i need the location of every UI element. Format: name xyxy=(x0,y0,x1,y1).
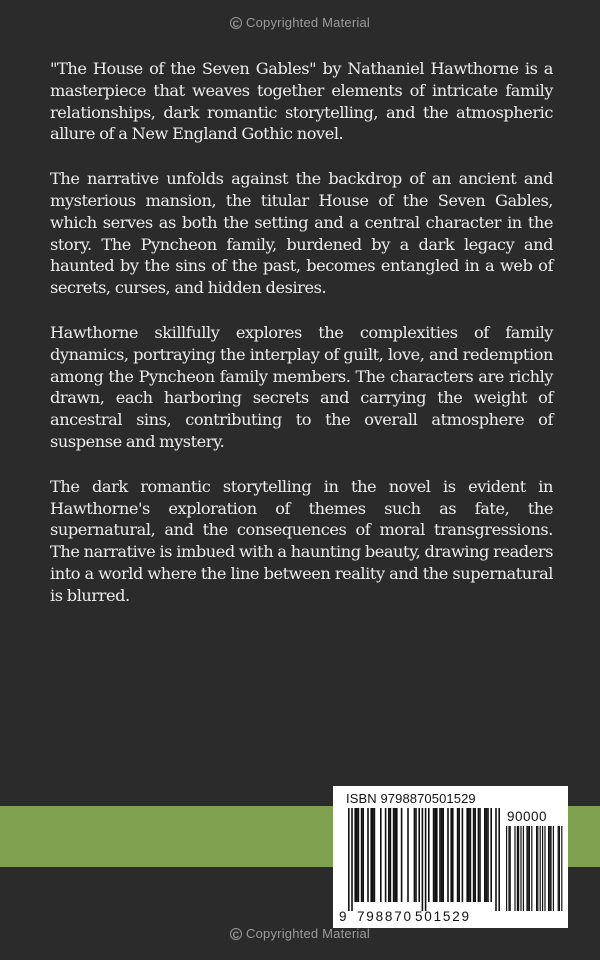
blurb-paragraph: "The House of the Seven Gables" by Nathaniel Hawthorne is a masterpiece that weaves together elements of intricate family relationships, dark romantic storytelling, and the atmospheric allure of a New England Gothic novel. xyxy=(50,59,553,144)
barcode-first-digit: 9 xyxy=(339,909,347,924)
watermark-text: Copyrighted Material xyxy=(246,15,370,30)
barcode-right-digits: 501529 xyxy=(415,909,471,924)
blurb-paragraph: The dark romantic storytelling in the novel is evident in Hawthorne's exploration of themes such as fate, the supernatural, and the consequences of moral transgressions. The narrative is imbued with a haunting beauty, drawing readers into a world where the line between reality and the supernatural is blurred. xyxy=(50,476,553,605)
copyright-icon: C xyxy=(230,928,242,940)
copyright-icon: C xyxy=(230,17,242,29)
copyright-watermark-bottom xyxy=(0,926,600,941)
isbn-barcode-box xyxy=(333,786,568,928)
watermark-text: Copyrighted Material xyxy=(246,926,370,941)
blurb-paragraph: The narrative unfolds against the backdrop of an ancient and mysterious mansion, the titular House of the Seven Gables, which serves as both the setting and a central character in the story. The Pyncheon family, burdened by a dark legacy and haunted by the sins of the past, becomes entangled in a web of secrets, curses, and hidden desires. xyxy=(50,169,553,298)
isbn-label: ISBN 9798870501529 xyxy=(346,791,476,806)
addon-code: 90000 xyxy=(507,809,548,824)
copyright-watermark-top xyxy=(0,15,600,30)
barcode-left-digits: 798870 xyxy=(357,909,413,924)
back-cover-blurb xyxy=(50,58,553,630)
addon-barcode-icon xyxy=(333,786,568,928)
blurb-paragraph: Hawthorne skillfully explores the complexities of family dynamics, portraying the interplay of guilt, love, and redemption among the Pyncheon family members. The characters are richly drawn, each harboring secrets and carrying the weight of ancestral sins, contributing to the overall atmosphere of suspense and mystery. xyxy=(50,322,553,451)
